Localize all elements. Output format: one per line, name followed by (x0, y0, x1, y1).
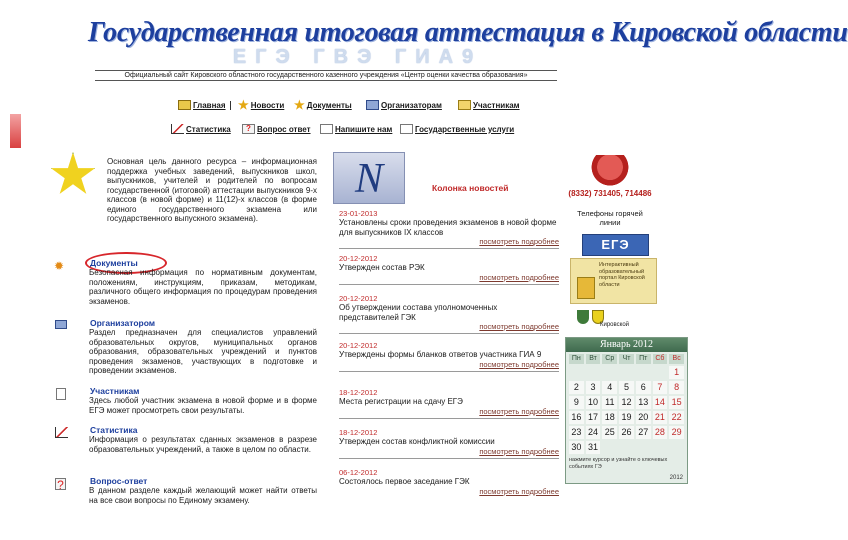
calendar-day[interactable]: 16 (569, 411, 584, 424)
news-date: 06-12-2012 (339, 468, 378, 477)
news-link[interactable]: Установлены сроки проведения экзаменов в новой форме для выпускников IX классов (339, 218, 557, 237)
news-link[interactable]: Состоялось первое заседание ГЭК (339, 477, 470, 486)
calendar-empty-cell (653, 441, 668, 454)
star-icon: ★ (294, 98, 305, 112)
region-map-icon (577, 277, 595, 299)
calendar-day[interactable]: 31 (586, 441, 601, 454)
calendar-day[interactable]: 18 (602, 411, 617, 424)
calendar-day[interactable]: 6 (636, 381, 651, 394)
calendar-weekday: Пн (569, 354, 584, 364)
section-organizers-title[interactable]: Организатором (90, 318, 156, 328)
nav-participants[interactable] (458, 100, 520, 110)
calendar-day[interactable]: 24 (586, 426, 601, 439)
nav-home[interactable] (178, 100, 231, 110)
calendar-year-footer: 2012 (669, 475, 683, 481)
calendar-day[interactable]: 19 (619, 411, 634, 424)
education-portal-banner[interactable] (570, 258, 657, 304)
hotline-label: Телефоны горячей линии (577, 209, 643, 227)
book-icon (55, 320, 67, 329)
calendar-weekday: Пт (636, 354, 651, 364)
news-item (339, 388, 559, 419)
region-crest-icon (577, 310, 589, 324)
news-more-link[interactable]: посмотреть подробнее (479, 322, 559, 331)
calendar-empty-cell (586, 366, 601, 379)
news-more-link[interactable]: посмотреть подробнее (479, 272, 559, 282)
news-item (339, 209, 559, 249)
nav-label: Напишите нам (335, 124, 393, 134)
calendar-empty-cell (636, 441, 651, 454)
calendar-weekday: Сб (653, 354, 668, 364)
calendar-day[interactable]: 8 (669, 381, 684, 394)
left-accent-bar (10, 114, 21, 148)
documents-star-icon: ✹ (53, 259, 65, 273)
calendar-day[interactable]: 2 (569, 381, 584, 394)
nav-write-us[interactable] (320, 124, 392, 134)
section-participants-body: Здесь любой участник экзамена в новой форме и в форме ЕГЭ может просмотреть свои результаты. (89, 396, 317, 415)
section-statistics-title[interactable]: Статистика (90, 425, 138, 435)
section-documents-body: Безопасная информация по нормативным документам, положениям, инструкциям, приказам, методикам, различного общего информация по процедурам проведения экзаменов. (89, 268, 317, 306)
calendar-day[interactable]: 29 (669, 426, 684, 439)
official-site-caption: Официальный сайт Кировского областного государственного казенного учреждения «Центр оценки качества образования» (95, 70, 557, 81)
news-date: 18-12-2012 (339, 428, 378, 437)
chart-icon (171, 124, 184, 134)
folder-icon (458, 100, 471, 110)
calendar-day[interactable]: 28 (653, 426, 668, 439)
calendar-day[interactable]: 12 (619, 396, 634, 409)
news-item (339, 468, 559, 496)
nav-label: Участникам (473, 100, 520, 110)
calendar-day[interactable]: 23 (569, 426, 584, 439)
calendar-day[interactable]: 4 (602, 381, 617, 394)
news-item (339, 254, 559, 285)
calendar-weekday: Ср (602, 354, 617, 364)
news-date: 20-12-2012 (339, 294, 378, 303)
site-logo: N (333, 152, 405, 204)
news-more-link[interactable]: посмотреть подробнее (479, 486, 559, 496)
calendar-day[interactable]: 9 (569, 396, 584, 409)
star-emblem-icon (50, 152, 96, 198)
news-link[interactable]: Утвержден состав конфликтной комиссии (339, 437, 495, 446)
calendar-day[interactable]: 17 (586, 411, 601, 424)
calendar-empty-cell (653, 366, 668, 379)
calendar-day[interactable]: 1 (669, 366, 684, 379)
nav-label: Главная (193, 100, 226, 110)
news-link[interactable]: Об утверждении состава уполномоченных представителей ГЭК (339, 303, 498, 322)
nav-label: Организаторам (381, 100, 442, 110)
nav-qa[interactable] (242, 124, 311, 134)
document-icon (400, 124, 413, 134)
telephone-icon (587, 155, 633, 187)
calendar-weekday: Чт (619, 354, 634, 364)
document-icon (320, 124, 333, 134)
portal-banner-text: Интерактивный образовательный портал Кировской области (599, 262, 645, 288)
book-icon (366, 100, 379, 110)
news-more-link[interactable]: посмотреть подробнее (479, 237, 559, 246)
news-item (339, 294, 559, 334)
calendar-weekday: Вт (586, 354, 601, 364)
question-icon: ? (55, 478, 66, 490)
document-icon (56, 388, 66, 400)
calendar-empty-cell (602, 441, 617, 454)
nav-label: Новости (250, 100, 285, 110)
calendar-day[interactable]: 7 (653, 381, 668, 394)
nav-label: Государственные услуги (415, 124, 515, 134)
nav-public-services[interactable] (400, 124, 514, 134)
calendar-month: Январь 2012 (566, 338, 687, 352)
calendar-day[interactable]: 27 (636, 426, 651, 439)
ege-banner[interactable]: ЕГЭ (582, 234, 649, 256)
calendar-empty-cell (619, 441, 634, 454)
calendar-day[interactable]: 10 (586, 396, 601, 409)
section-qa-title[interactable]: Вопрос-ответ (90, 476, 148, 486)
news-more-link[interactable]: посмотреть подробнее (479, 359, 559, 369)
nav-label: Документы (306, 100, 352, 110)
calendar-empty-cell (669, 441, 684, 454)
calendar-day[interactable]: 15 (669, 396, 684, 409)
nav-news[interactable] (238, 100, 284, 110)
chart-icon (55, 427, 68, 438)
question-icon: ? (242, 124, 255, 134)
calendar-day[interactable]: 20 (636, 411, 651, 424)
calendar-event-note[interactable]: нажмите курсор и узнайте о ключевых событиях ГЭ (569, 457, 668, 470)
calendar-day[interactable]: 3 (586, 381, 601, 394)
calendar-day[interactable]: 22 (669, 411, 684, 424)
news-date: 18-12-2012 (339, 388, 378, 397)
calendar-empty-cell (602, 366, 617, 379)
calendar-day[interactable]: 30 (569, 441, 584, 454)
news-more-link[interactable]: посмотреть подробнее (479, 446, 559, 456)
site-subtitle: ЕГЭ ГВЭ ГИА9 (232, 46, 483, 68)
calendar-empty-cell (636, 366, 651, 379)
news-column-title: Колонка новостей (432, 183, 509, 193)
nav-label: Вопрос ответ (257, 124, 311, 134)
calendar-weekday: Вс (669, 354, 684, 364)
news-item (339, 341, 559, 372)
calendar-day[interactable]: 5 (619, 381, 634, 394)
news-link[interactable]: Места регистрации на сдачу ЕГЭ (339, 397, 463, 406)
calendar-empty-cell (569, 366, 584, 379)
hotline-number: (8332) 731405, 714486 (568, 189, 652, 198)
news-item (339, 428, 559, 459)
section-organizers-body: Раздел предназначен для специалистов управлений образовательных округов, муниципальных органов образования, образовательных учреждений и пунктов проведения экзаменов, участвующих в подготовке и проведении экзаменов. (89, 328, 317, 375)
star-icon: ★ (238, 98, 249, 112)
nav-label: Статистика (186, 124, 231, 134)
nav-organizers[interactable] (366, 100, 442, 110)
site-title: Государственная итоговая аттестация в Кировской области (88, 17, 848, 48)
section-statistics-body: Информация о результатах сданных экзаменов в разрезе образовательных учреждений, а также в целом по области. (89, 435, 317, 454)
calendar-day[interactable]: 21 (653, 411, 668, 424)
home-box-icon (178, 100, 191, 110)
calendar-day[interactable]: 25 (602, 426, 617, 439)
calendar-day[interactable]: 13 (636, 396, 651, 409)
news-link[interactable]: Утверждены формы бланков ответов участника ГИА 9 (339, 350, 542, 359)
calendar-day[interactable]: 26 (619, 426, 634, 439)
news-date: 20-12-2012 (339, 254, 378, 263)
news-link[interactable]: Утвержден состав РЭК (339, 263, 425, 272)
news-more-link[interactable]: посмотреть подробнее (479, 406, 559, 416)
calendar-grid (566, 352, 687, 454)
nav-documents[interactable] (294, 100, 352, 110)
news-date: 20-12-2012 (339, 341, 378, 350)
section-qa-body: В данном разделе каждый желающий может найти ответы на все свои вопросы по Единому экзамену. (89, 486, 317, 505)
intro-text: Основная цель данного ресурса – информационная поддержка учебных заведений, выпускников школ, выпускников, учителей и родителей по вопросам государственной (итоговой) аттестации выпускников 9-х классов (в новой форме) и 11(12)-х классов (в форме единого государственного экзамена или государственного выпускного экзамена). (107, 157, 317, 223)
news-date: 23-01-2013 (339, 209, 378, 218)
section-documents-title[interactable]: Документы (90, 258, 138, 268)
calendar-widget (565, 337, 688, 484)
calendar-day[interactable]: 11 (602, 396, 617, 409)
region-banner-label: Кировской (600, 322, 630, 328)
nav-statistics[interactable] (171, 124, 231, 134)
section-participants-title[interactable]: Участникам (90, 386, 140, 396)
region-banner[interactable] (572, 310, 632, 332)
calendar-empty-cell (619, 366, 634, 379)
calendar-day[interactable]: 14 (653, 396, 668, 409)
